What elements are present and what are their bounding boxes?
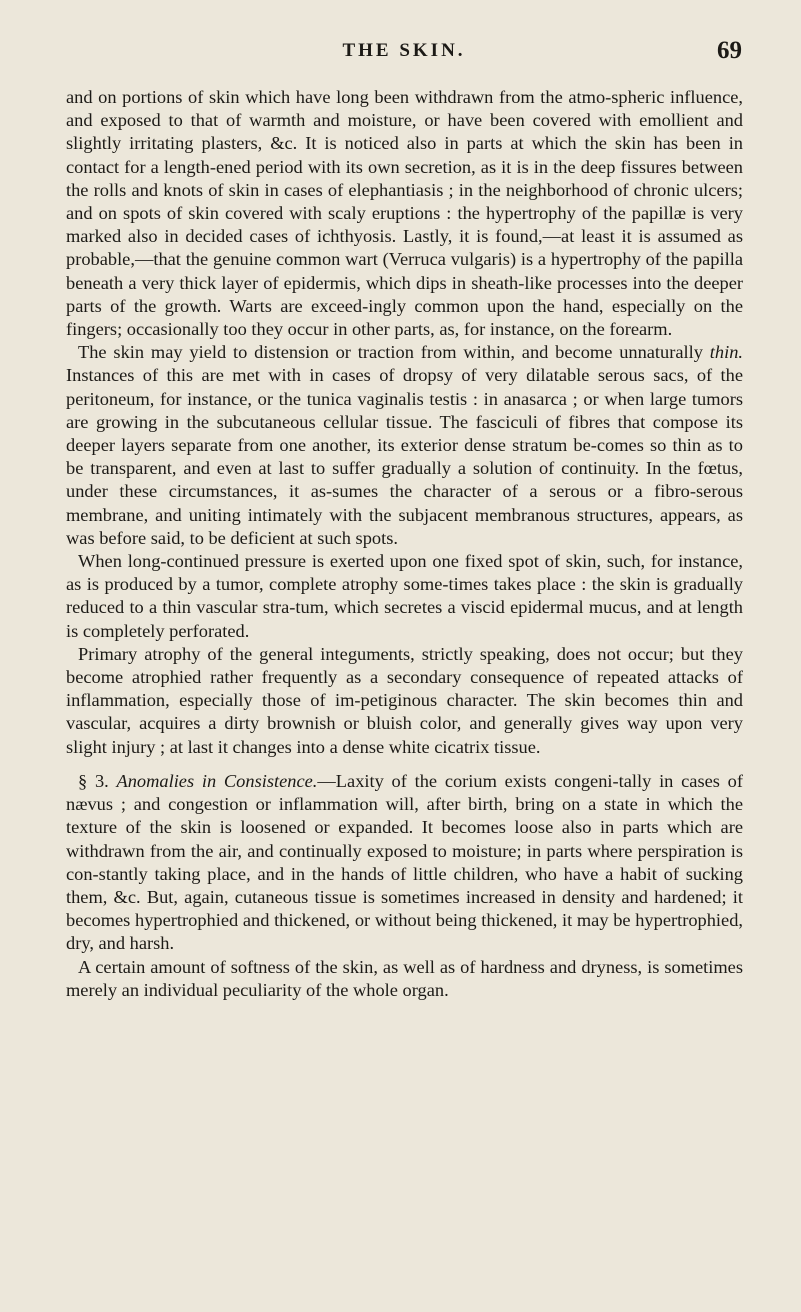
paragraph-text: Primary atrophy of the general integuments, strictly speaking, does not occur; but they become atrophied rather frequently as a secondary consequence of repeated attacks of inflammation, especially those of im-petiginous character. The skin becomes thin and vascular, acquires a dirty brownish or bluish color, and generally gives way upon very slight injury ; at last it changes into a dense white cicatrix tissue. [66,643,743,757]
paragraph-primary-atrophy [66,643,743,759]
paragraph-thinning [66,341,743,550]
running-title: THE SKIN. [342,40,466,61]
paragraph-softness [66,956,743,1002]
section-anomalies-consistence [66,770,743,956]
paragraph-text: The skin may yield to distension or traction from within, and become unnaturally [78,342,710,363]
running-head [66,37,742,70]
paragraph-text: and on portions of skin which have long been withdrawn from the atmo-spheric influence, and exposed to that of warmth and moisture, or have been covered with emollient and slightly irritating plasters, &c. It is noticed also in parts at which the skin has been in contact for a length-ened period with its own secretion, as it is in the deep fissures between the rolls and knots of skin in cases of elephantiasis ; in the neighborhood of chronic ulcers; and on spots of skin covered with scaly eruptions : the hypertrophy of the papillæ is very marked also in decided cases of ichthyosis. Lastly, it is found,—at least it is assumed as probable,—that the genuine common wart (Verruca vulgaris) is a hypertrophy of the papilla beneath a very thick layer of epidermis, which dips in sheath-like processes into the deeper parts of the growth. Warts are exceed-ingly common upon the hand, especially on the fingers; occasionally too they occur in other parts, as, for instance, on the forearm. [66,87,743,340]
page-number: 69 [717,37,742,64]
paragraph-text: When long-continued pressure is exerted upon one fixed spot of skin, such, for instance, as is produced by a tumor, complete atrophy some-times takes place : the skin is gradually reduced to a thin vascular stra-tum, which secretes a viscid epidermal mucus, and at length is completely perforated. [66,551,743,641]
paragraph-hypertrophy-continued [66,86,743,341]
section-heading: Anomalies in Consistence. [116,770,318,791]
paragraph-text: A certain amount of softness of the skin, as well as of hardness and dryness, is sometimes merely an individual peculiarity of the whole organ. [66,956,743,1000]
body-text [66,86,743,1002]
paragraph-text: —Laxity of the corium exists congeni-tally in cases of nævus ; and congestion or inflammation will, after birth, bring on a state in which the texture of the skin is loosened or expanded. It becomes loose also in parts which are withdrawn from the air, and continually exposed to moisture; in parts where perspiration is con-stantly taking place, and in the hands of little children, who have a habit of sucking them, &c. But, again, cutaneous tissue is sometimes increased in density and hardened; it becomes hypertrophied and thickened, or without being thickened, it may be hypertrophied, dry, and harsh. [66,770,743,954]
section-mark: § 3. [78,770,117,791]
paragraph-text: Instances of this are met with in cases of dropsy of very dilatable serous sacs, of the peritoneum, for instance, or the tunica vaginalis testis : in anasarca ; or when large tumors are growing in the subcutaneous cellular tissue. The fasciculi of fibres that compose its deeper layers separate from one another, its exterior dense stratum be-comes so thin as to be transparent, and even at last to suffer gradually a solution of continuity. In the fœtus, under these circumstances, it as-sumes the character of a serous or a fibro-serous membrane, and uniting intimately with the subjacent membranous structures, appears, as was before said, to be deficient at such spots. [66,365,743,548]
emphasis-thin: thin. [709,342,743,363]
paragraph-pressure-atrophy [66,550,743,643]
